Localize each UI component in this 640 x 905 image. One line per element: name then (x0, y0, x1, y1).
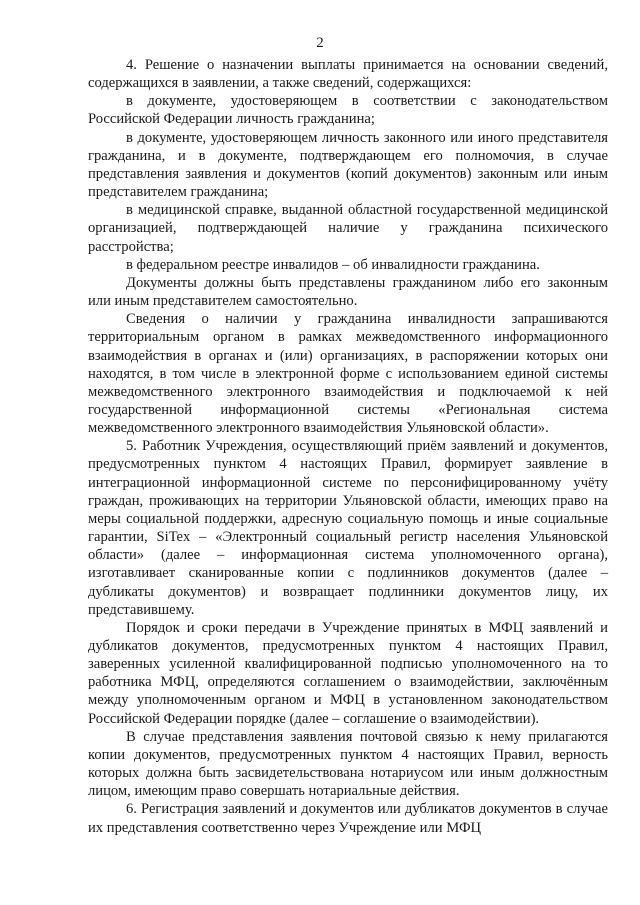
paragraph-documents-submission: Документы должны быть представлены гражданином либо его законным или иным представителем самостоятельно. (88, 274, 608, 310)
paragraph-identity-document: в документе, удостоверяющем в соответствии с законодательством Российской Федерации личность гражданина; (88, 93, 608, 128)
paragraph-mfc-transfer: Порядок и сроки передачи в Учреждение принятых в МФЦ заявлений и дубликатов документов, предусмотренных пунктом 4 настоящих Правил, заверенных усиленной квалифицированной подписью уполномоченного на то работника МФЦ, определяются соглашением о взаимодействии, заключённым между уполномоченным органом и МФЦ в установленном законодательством Российской Федерации порядке (далее – соглашение о взаимодействии). (88, 619, 608, 727)
page-number: 2 (316, 35, 324, 51)
paragraph-item-4-intro: 4. Решение о назначении выплаты принимается на основании сведений, содержащихся в заявлении, а также сведений, содержащихся: (88, 57, 608, 92)
paragraph-postal-submission: В случае представления заявления почтовой связью к нему прилагаются копии документов, предусмотренных пунктом 4 настоящих Правил, верность которых должна быть засвидетельствована нотариусом или иным должностным лицом, имеющим право совершать нотариальные действия. (88, 728, 608, 800)
paragraph-federal-registry: в федеральном реестре инвалидов – об инвалидности гражданина. (126, 256, 540, 273)
paragraph-medical-certificate: в медицинской справке, выданной областной государственной медицинской организацией, подтверждающей наличие у гражданина психического расстройства; (88, 202, 608, 255)
document-body (88, 56, 608, 837)
paragraph-disability-info-request: Сведения о наличии у гражданина инвалидности запрашиваются территориальным органом в рамках межведомственного информационного взаимодействия в органах и (или) организациях, в распоряжении которых они находятся, в том числе в электронной форме с использованием единой системы межведомственного электронного взаимодействия и подключаемой к ней государственной информационной системы «Региональная система межведомственного электронного взаимодействия Ульяновской области». (88, 311, 608, 437)
paragraph-item-5: 5. Работник Учреждения, осуществляющий приём заявлений и документов, предусмотренных пунктом 4 настоящих Правил, формирует заявление в интеграционной информационной системе по персонифицированному учёту граждан, проживающих на территории Ульяновской области, имеющих право на меры социальной поддержки, адресную социальную помощь и иные социальные гарантии, SiTex – «Электронный социальный регистр населения Ульяновской области» (далее – информационная система уполномоченного органа), изготавливает сканированные копии с подлинников документов (далее – дубликаты документов) и возвращает подлинники документов лицу, их представившему. (88, 438, 608, 618)
paragraph-representative-document: в документе, удостоверяющем личность законного или иного представителя гражданина, и в документе, подтверждающем его полномочия, в случае представления заявления и документов (копий документов) законным или иным представителем гражданина; (88, 129, 608, 201)
paragraph-item-6: 6. Регистрация заявлений и документов или дубликатов документов в случае их представления соответственно через Учреждение или МФЦ (88, 801, 608, 836)
